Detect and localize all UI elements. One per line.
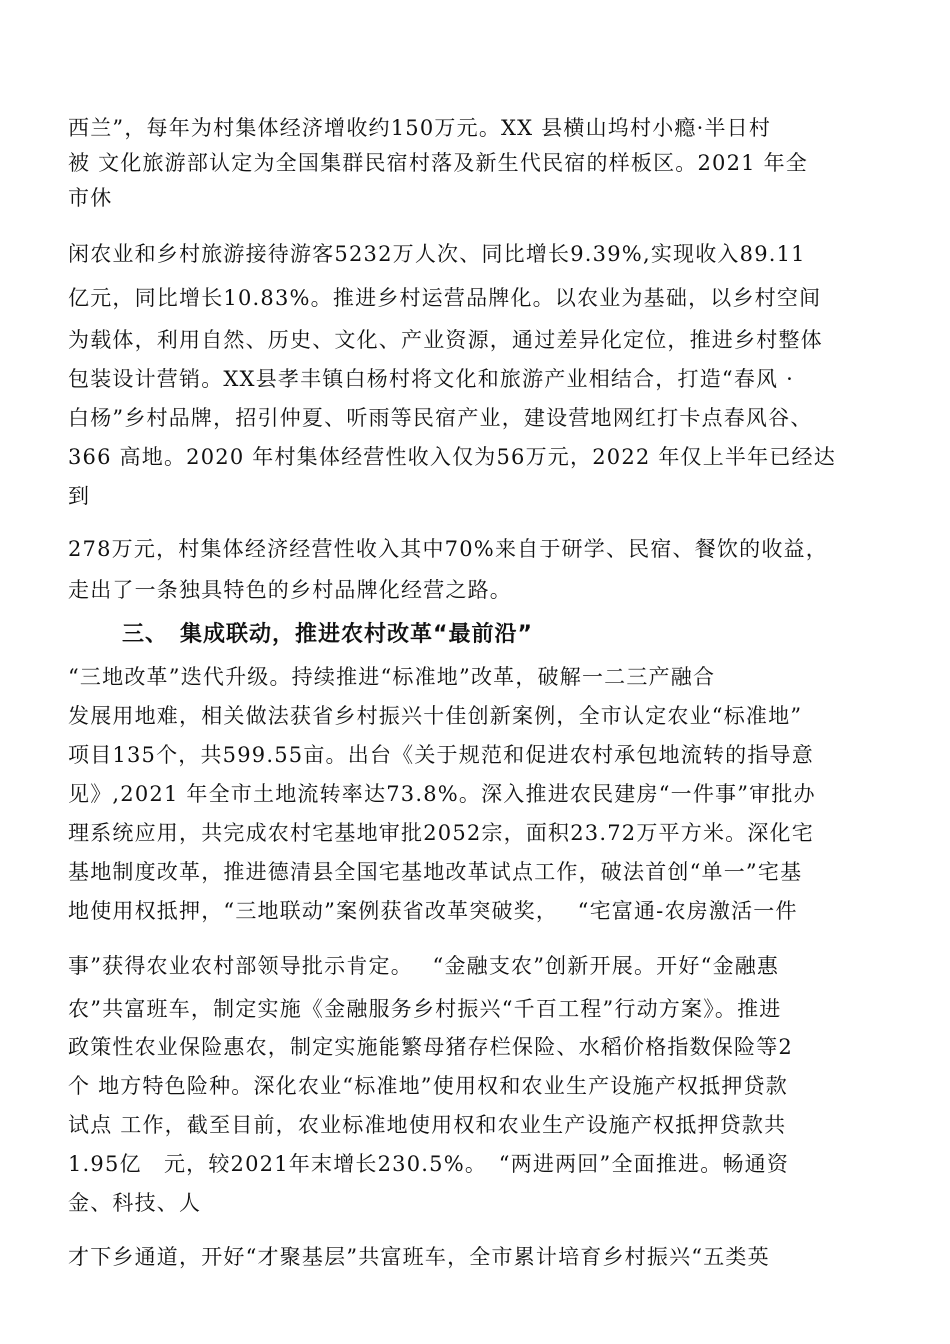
text-line: 地使用权抵押，“三地联动”案例获省改革突破奖， “宅富通-农房激活一件	[68, 899, 798, 923]
text-line: 见》,2021 年全市土地流转率达73.8%。深入推进农民建房“一件事”审批办	[68, 782, 816, 806]
text-line: 事”获得农业农村部领导批示肯定。 “金融支农”创新开展。开好“金融惠	[68, 954, 780, 978]
text-line: 走出了一条独具特色的乡村品牌化经营之路。	[68, 578, 512, 602]
text-line: 为载体，利用自然、历史、文化、产业资源，通过差异化定位，推进乡村整体	[68, 328, 823, 352]
text-line: 金、科技、人	[68, 1191, 202, 1215]
text-line: 闲农业和乡村旅游接待游客5232万人次、同比增长9.39%,实现收入89.11	[68, 242, 806, 266]
text-line: “三地改革”迭代升级。持续推进“标准地”改革，破解一二三产融合	[68, 665, 716, 689]
text-line: 278万元，村集体经济经营性收入其中70%来自于研学、民宿、餐饮的收益，	[68, 537, 828, 561]
text-line: 被 文化旅游部认定为全国集群民宿村落及新生代民宿的样板区。2021 年全	[68, 151, 808, 175]
text-line: 亿元，同比增长10.83%。推进乡村运营品牌化。以农业为基础，以乡村空间	[68, 286, 822, 310]
text-line: 理系统应用，共完成农村宅基地审批2052宗，面积23.72万平方米。深化宅	[68, 821, 814, 845]
text-line: 发展用地难，相关做法获省乡村振兴十佳创新案例，全市认定农业“标准地”	[68, 704, 803, 728]
text-line: 366 高地。2020 年村集体经营性收入仅为56万元，2022 年仅上半年已经达	[68, 445, 836, 469]
text-line: 白杨”乡村品牌，招引仲夏、听雨等民宿产业，建设营地网红打卡点春风谷、	[68, 406, 813, 430]
text-line: 项目135个，共599.55亩。出台《关于规范和促进农村承包地流转的指导意	[68, 743, 814, 767]
text-line: 西兰”，每年为村集体经济增收约150万元。XX 县横山坞村小瘾·半日村	[68, 116, 772, 140]
text-line: 市休	[68, 186, 113, 210]
text-line: 1.95亿 元，较2021年末增长230.5%。 “两进两回”全面推进。畅通资	[68, 1152, 790, 1176]
text-line: 包装设计营销。XX县孝丰镇白杨村将文化和旅游产业相结合，打造“春风 ·	[68, 367, 794, 391]
text-line: 基地制度改革，推进德清县全国宅基地改革试点工作，破法首创“单一”宅基	[68, 860, 803, 884]
text-line: 政策性农业保险惠农，制定实施能繁母猪存栏保险、水稻价格指数保险等2	[68, 1035, 793, 1059]
text-line: 试点 工作，截至目前，农业标准地使用权和农业生产设施产权抵押贷款共	[68, 1113, 787, 1137]
text-line: 到	[68, 484, 91, 508]
section-heading: 三、 集成联动，推进农村改革“最前沿”	[122, 622, 533, 647]
text-line: 才下乡通道，开好“才聚基层”共富班车，全市累计培育乡村振兴“五类英	[68, 1245, 770, 1269]
text-line: 农”共富班车，制定实施《金融服务乡村振兴“千百工程”行动方案》。推进	[68, 997, 782, 1021]
text-line: 个 地方特色险种。深化农业“标准地”使用权和农业生产设施产权抵押贷款	[68, 1074, 788, 1098]
